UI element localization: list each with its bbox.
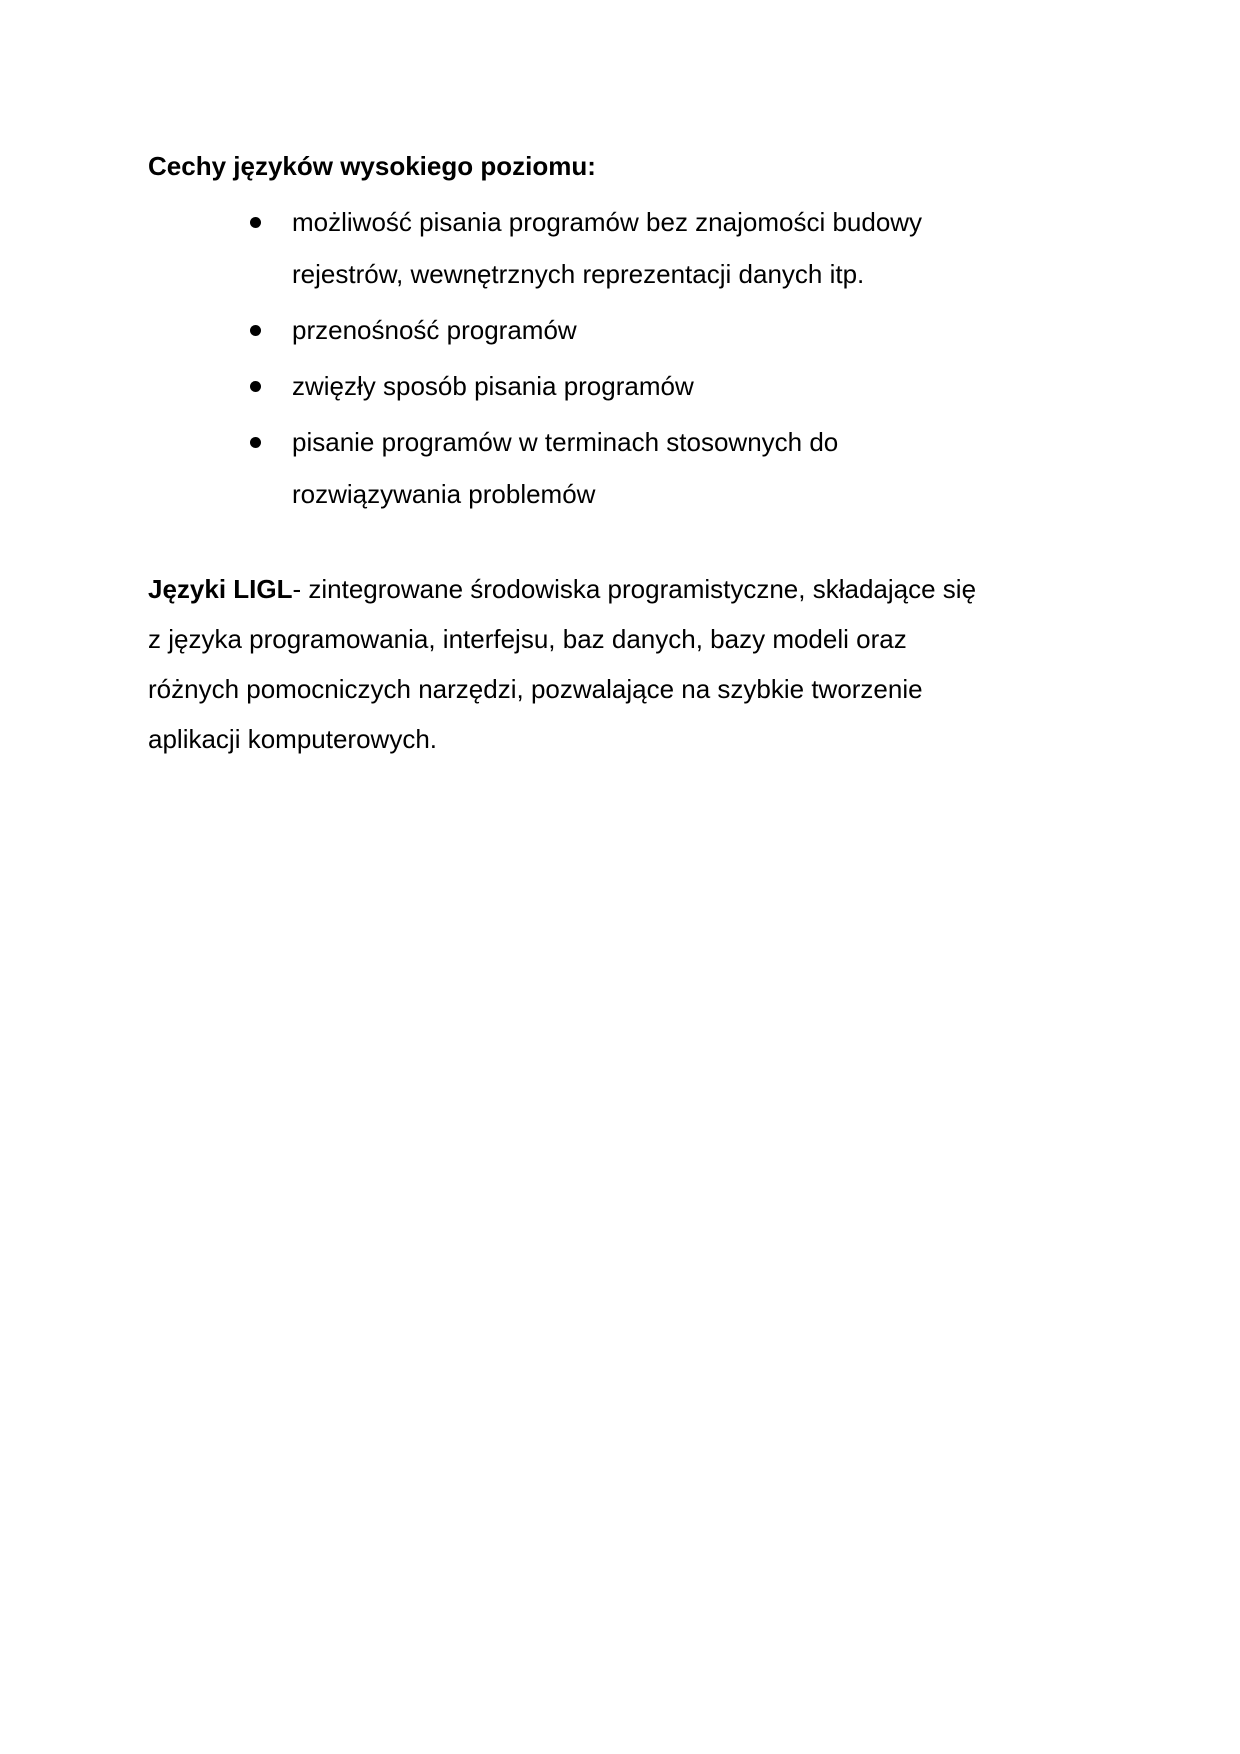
paragraph-line: różnych pomocniczych narzędzi, pozwalające na szybkie tworzenie — [148, 674, 923, 704]
definition-text: - zintegrowane środowiska programistyczne, składające się — [292, 574, 977, 604]
list-item-text: przenośność programów — [292, 315, 577, 345]
list-item-text: rozwiązywania problemów — [292, 479, 596, 509]
list-item — [250, 416, 1050, 520]
list-item-text: możliwość pisania programów bez znajomości budowy — [292, 207, 923, 237]
list-item-text: pisanie programów w terminach stosownych do — [292, 427, 839, 457]
list-item-text: zwięzły sposób pisania programów — [292, 371, 694, 401]
list-item — [250, 304, 1050, 356]
paragraph-line: aplikacji komputerowych. — [148, 724, 438, 754]
section-heading: Cechy języków wysokiego poziomu: — [148, 151, 596, 181]
bullet-icon — [250, 381, 261, 392]
paragraph-line: z języka programowania, interfejsu, baz danych, bazy modeli oraz — [148, 624, 907, 654]
bullet-icon — [250, 217, 261, 228]
features-list — [250, 196, 1050, 524]
paragraph-line — [148, 564, 1088, 614]
list-item — [250, 196, 1050, 300]
definition-paragraph — [148, 564, 1088, 764]
bullet-icon — [250, 325, 261, 336]
list-item-text: rejestrów, wewnętrznych reprezentacji danych itp. — [292, 259, 865, 289]
bullet-icon — [250, 437, 261, 448]
list-item — [250, 360, 1050, 412]
defined-term: Języki LIGL — [148, 574, 293, 604]
